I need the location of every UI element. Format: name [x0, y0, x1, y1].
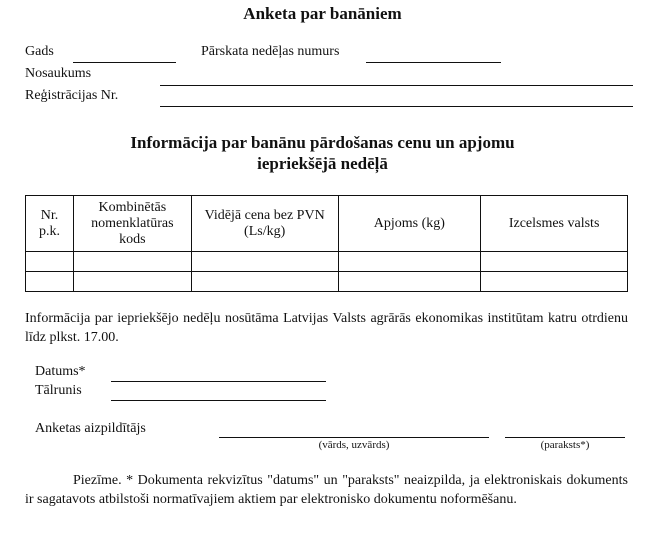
table-cell[interactable]	[191, 272, 338, 292]
section-title	[0, 132, 645, 174]
col-header-nr: Nr. p.k.	[26, 196, 74, 252]
vards-uzvards-field[interactable]	[219, 437, 489, 438]
table-cell[interactable]	[481, 252, 628, 272]
vards-uzvards-caption: (vārds, uzvārds)	[318, 439, 390, 451]
table-cell[interactable]	[73, 252, 191, 272]
info-paragraph: Informācija par iepriekšējo nedēļu nosūtāma Latvijas Valsts agrārās ekonomikas institūtam katru otrdienu līdz plkst. 17.00.	[25, 311, 628, 345]
table-cell[interactable]	[26, 252, 74, 272]
section-title-line-1: Informācija par banānu pārdošanas cenu un apjomu	[130, 133, 515, 152]
table-cell[interactable]	[481, 272, 628, 292]
paraksts-field[interactable]	[505, 437, 625, 438]
table-cell[interactable]	[73, 272, 191, 292]
nosaukums-label: Nosaukums	[25, 66, 92, 81]
gads-field[interactable]	[73, 62, 176, 63]
table-cell[interactable]	[338, 252, 481, 272]
col-header-valsts: Izcelsmes valsts	[481, 196, 628, 252]
aizpilditajs-label: Anketas aizpildītājs	[35, 421, 146, 436]
document-title: Anketa par banāniem	[243, 4, 402, 23]
talrunis-label: Tālrunis	[35, 383, 82, 398]
table-cell[interactable]	[338, 272, 481, 292]
col-header-cena: Vidējā cena bez PVN (Ls/kg)	[191, 196, 338, 252]
nosaukums-field[interactable]	[160, 85, 633, 86]
section-title-line-2: iepriekšējā nedēļā	[257, 154, 388, 173]
note-paragraph: Piezīme. * Dokumenta rekvizītus "datums" un "paraksts" neaizpilda, ja elektroniskais dokuments ir sagatavots atbilstoši normatīvajiem aktiem par elektronisko dokumentu noformēšanu.	[25, 473, 628, 507]
registracijas-label: Reģistrācijas Nr.	[25, 88, 119, 103]
paraksts-caption: (paraksts*)	[540, 439, 590, 451]
col-header-kods: Kombinētās nomenklatūras kods	[73, 196, 191, 252]
table-cell[interactable]	[26, 272, 74, 292]
table-row	[26, 252, 628, 272]
parskata-nedelas-label: Pārskata nedēļas numurs	[201, 44, 340, 59]
datums-label: Datums*	[35, 364, 86, 379]
registracijas-field[interactable]	[160, 106, 633, 107]
table-cell[interactable]	[191, 252, 338, 272]
table-header-row	[26, 196, 628, 252]
talrunis-field[interactable]	[111, 400, 326, 401]
table-row	[26, 272, 628, 292]
parskata-nedelas-field[interactable]	[366, 62, 501, 63]
col-header-apjoms: Apjoms (kg)	[338, 196, 481, 252]
gads-label: Gads	[25, 44, 54, 59]
price-volume-table	[25, 195, 628, 292]
datums-field[interactable]	[111, 381, 326, 382]
